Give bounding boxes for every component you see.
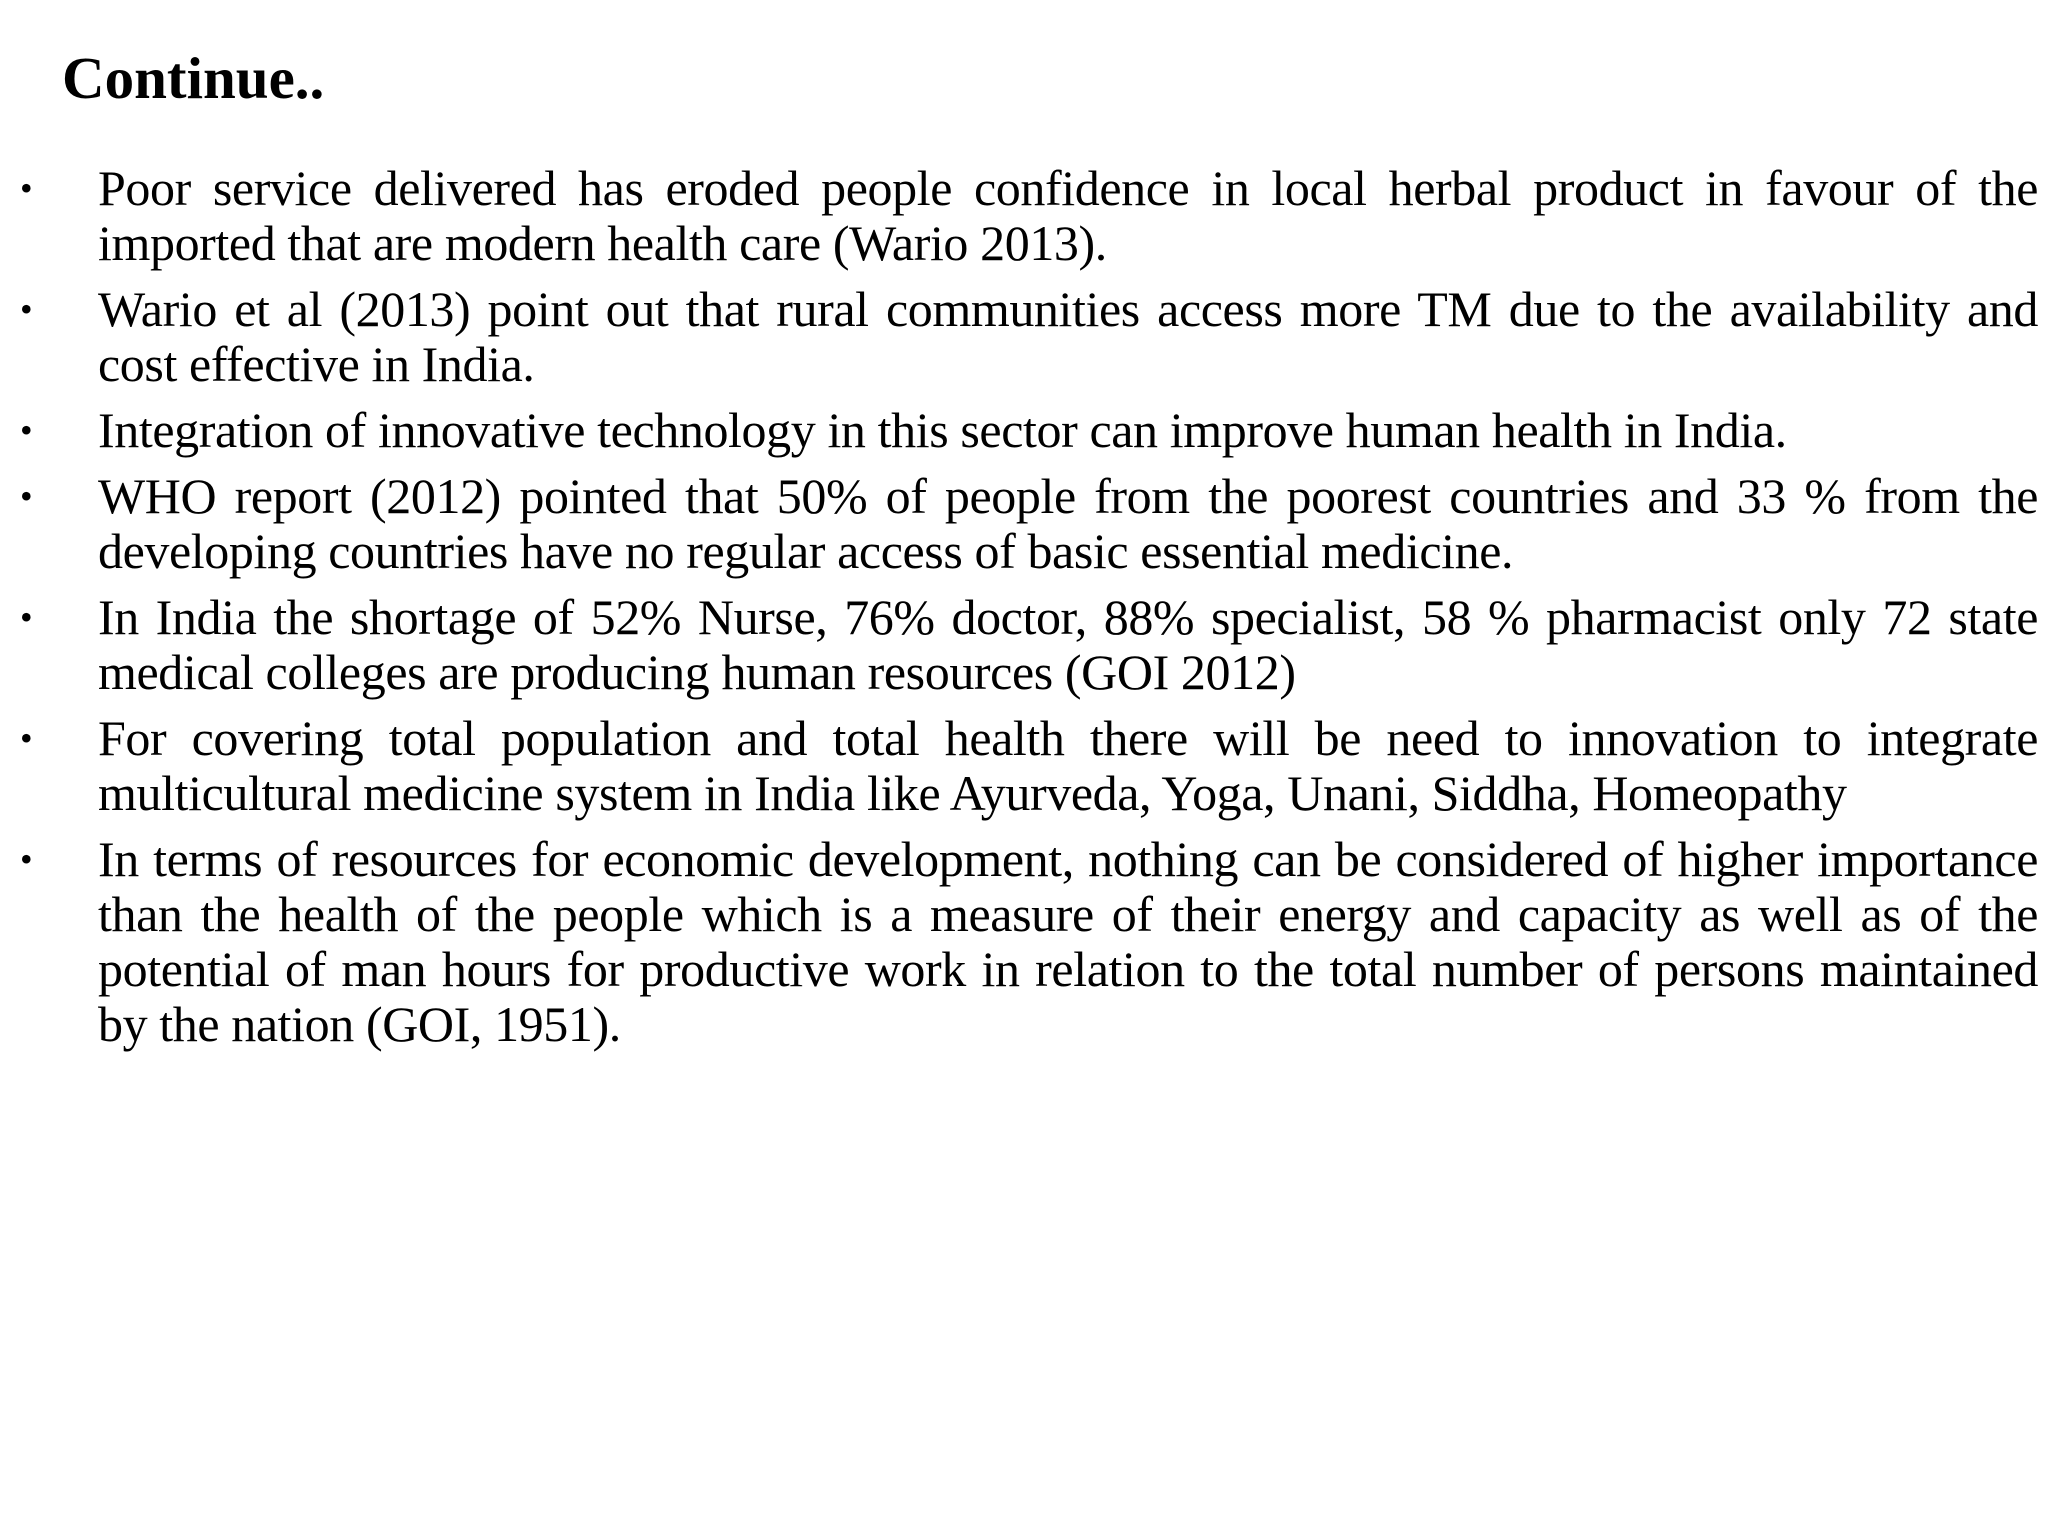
bullet-text: Integration of innovative technology in this sector can improve human health in India. bbox=[98, 402, 1787, 458]
bullet-text: For covering total population and total health there will be need to innovation to integrate multicultural medicine system in India like Ayurveda, Yoga, Unani, Siddha, Homeopathy bbox=[98, 710, 2038, 821]
list-item bbox=[0, 403, 2048, 458]
list-item bbox=[0, 469, 2048, 579]
bullet-list bbox=[0, 161, 2048, 1063]
bullet-marker: • bbox=[20, 476, 33, 516]
bullet-marker: • bbox=[20, 410, 33, 450]
bullet-text: Poor service delivered has eroded people confidence in local herbal product in favour of the imported that are modern health care (Wario 2013). bbox=[98, 160, 2038, 271]
bullet-marker: • bbox=[20, 289, 33, 329]
list-item bbox=[0, 282, 2048, 392]
list-item bbox=[0, 832, 2048, 1052]
bullet-text: In India the shortage of 52% Nurse, 76% doctor, 88% specialist, 58 % pharmacist only 72 state medical colleges are producing human resources (GOI 2012) bbox=[98, 589, 2038, 700]
bullet-marker: • bbox=[20, 718, 33, 758]
bullet-marker: • bbox=[20, 839, 33, 879]
bullet-text: In terms of resources for economic development, nothing can be considered of higher importance than the health of the people which is a measure of their energy and capacity as well as of the potential of man hours for productive work in relation to the total number of persons maintained by the nation (GOI, 1951). bbox=[98, 831, 2038, 1052]
bullet-text: WHO report (2012) pointed that 50% of people from the poorest countries and 33 % from the developing countries have no regular access of basic essential medicine. bbox=[98, 468, 2038, 579]
bullet-marker: • bbox=[20, 168, 33, 208]
bullet-marker: • bbox=[20, 597, 33, 637]
list-item bbox=[0, 711, 2048, 821]
slide-title: Continue.. bbox=[62, 45, 325, 111]
list-item bbox=[0, 161, 2048, 271]
list-item bbox=[0, 590, 2048, 700]
bullet-text: Wario et al (2013) point out that rural communities access more TM due to the availability and cost effective in India. bbox=[98, 281, 2038, 392]
